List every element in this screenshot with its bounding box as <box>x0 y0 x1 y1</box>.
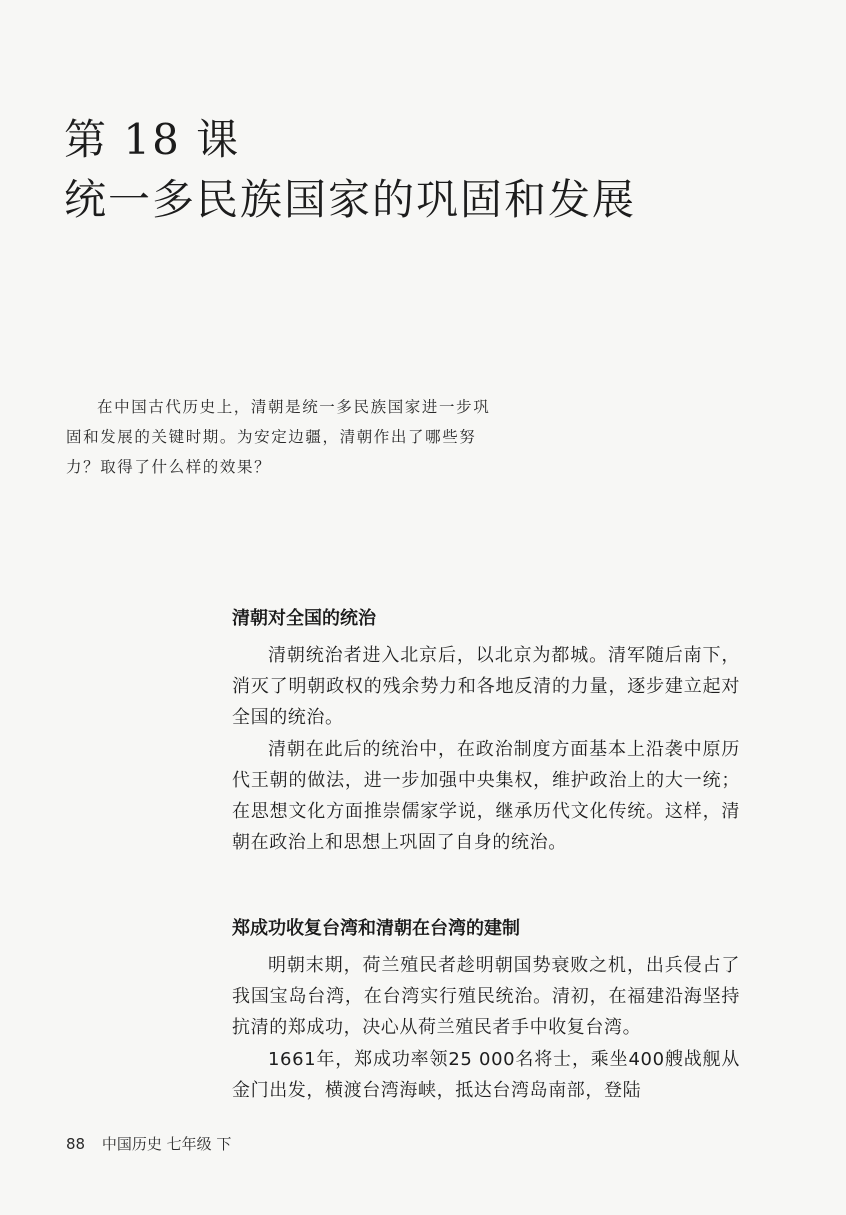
page-number: 88 <box>66 1135 86 1153</box>
body-paragraph: 清朝统治者进入北京后，以北京为都城。清军随后南下，消灭了明朝政权的残余势力和各地反清的力量，逐步建立起对全国的统治。 <box>232 645 740 728</box>
body-paragraph: 清朝在此后的统治中，在政治制度方面基本上沿袭中原历代王朝的做法，进一步加强中央集权，维护政治上的大一统；在思想文化方面推崇儒家学说，继承历代文化传统。这样，清朝在政治上和思想上巩固了自身的统治。 <box>232 739 740 853</box>
section-heading-qing-rule: 清朝对全国的统治 <box>232 608 376 629</box>
intro-paragraph: 在中国古代历史上，清朝是统一多民族国家进一步巩固和发展的关键时期。为安定边疆，清朝作出了哪些努力？取得了什么样的效果？ <box>66 398 491 476</box>
body-paragraph: 明朝末期，荷兰殖民者趁明朝国势衰败之机，出兵侵占了我国宝岛台湾，在台湾实行殖民统治。清初，在福建沿海坚持抗清的郑成功，决心从荷兰殖民者手中收复台湾。 <box>232 955 740 1038</box>
body-paragraph: 1661年，郑成功率领25 000名将士，乘坐400艘战舰从金门出发，横渡台湾海峡，抵达台湾岛南部，登陆 <box>232 1049 740 1101</box>
lesson-title: 统一多民族国家的巩固和发展 <box>64 175 637 224</box>
book-title: 中国历史 七年级 下 <box>101 1135 232 1153</box>
page-footer <box>66 1133 231 1155</box>
lesson-number-title: 第 18 课 <box>64 115 241 164</box>
section-heading-taiwan: 郑成功收复台湾和清朝在台湾的建制 <box>232 918 520 939</box>
